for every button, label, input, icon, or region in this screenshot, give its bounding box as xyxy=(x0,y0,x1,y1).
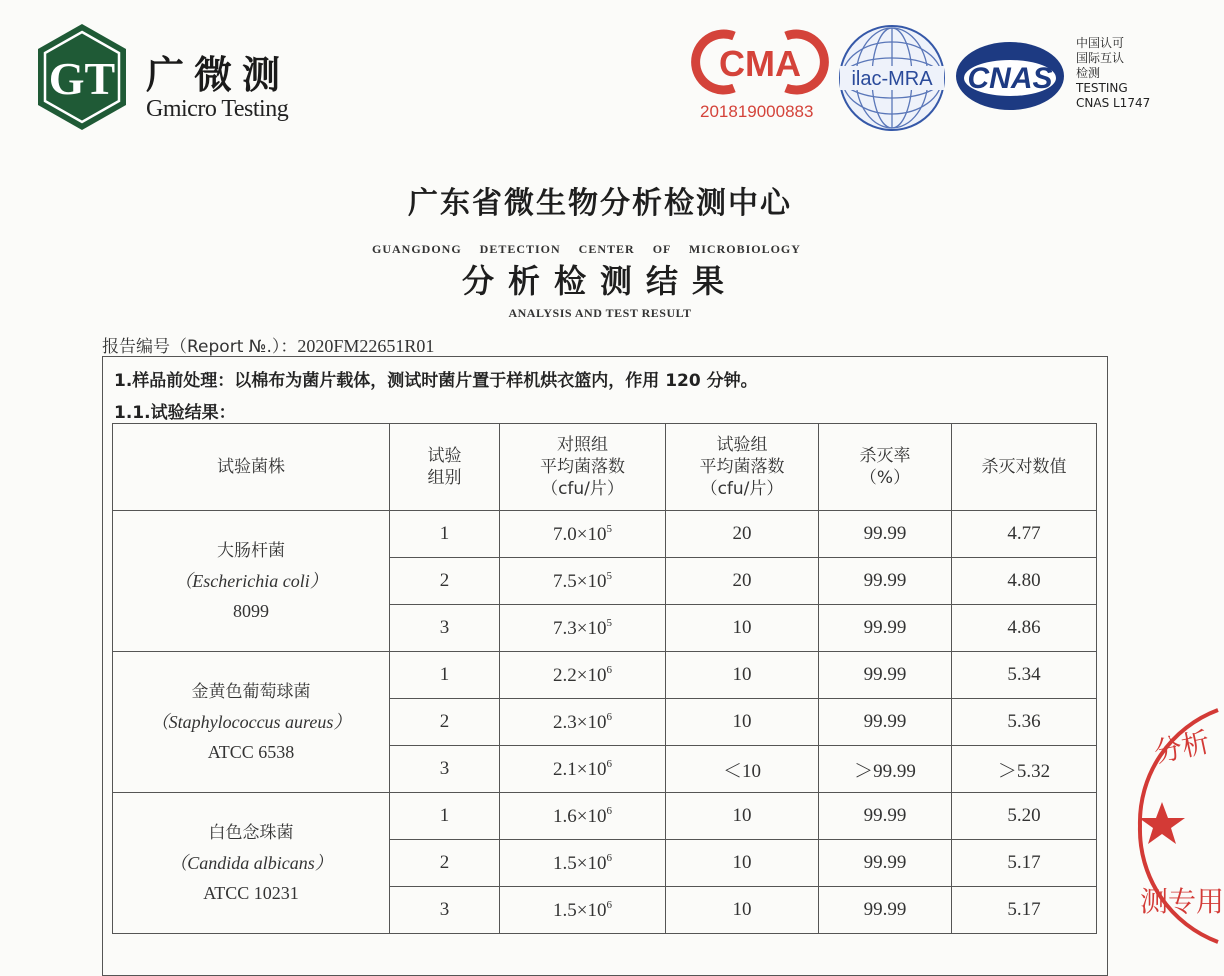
strain-name-cn: 大肠杆菌 xyxy=(217,541,285,561)
test-cell: 10 xyxy=(666,793,819,840)
strain-name-cn: 金黄色葡萄球菌 xyxy=(191,682,311,702)
seal-text-top: 分析 xyxy=(1151,725,1213,770)
strain-name-latin: （Staphylococcus aureus） xyxy=(150,712,352,732)
rate-cell: 99.99 xyxy=(819,699,952,746)
rate-cell: 99.99 xyxy=(819,511,952,558)
control-cell: $1.6\times 10^6$ xyxy=(500,793,666,840)
logo-letters: GT xyxy=(48,53,116,104)
test-cell: 10 xyxy=(666,652,819,699)
table-row xyxy=(113,793,1097,840)
control-cell: $7.5\times 10^5$ xyxy=(500,558,666,605)
table-row xyxy=(113,652,1097,699)
cnas-mark-icon xyxy=(954,40,1066,112)
header-kill-rate: 杀灭率 （%） xyxy=(819,424,952,511)
test-cell: 20 xyxy=(666,511,819,558)
cnas-line: 中国认可 xyxy=(1076,36,1125,50)
strain-code: ATCC 6538 xyxy=(207,742,295,762)
cma-number: 201819000883 xyxy=(700,102,814,121)
test-cell: 10 xyxy=(666,840,819,887)
ilac-mra-icon xyxy=(836,22,948,134)
control-cell: $7.3\times 10^5$ xyxy=(500,605,666,652)
control-cell: $7.0\times 10^5$ xyxy=(500,511,666,558)
log-cell: 5.34 xyxy=(952,652,1097,699)
result-title-en: ANALYSIS AND TEST RESULT xyxy=(508,306,692,320)
cnas-line: 检测 xyxy=(1076,66,1101,80)
brand-name-cn: 广微测 xyxy=(146,53,291,97)
group-cell: 1 xyxy=(390,793,500,840)
strain-cell xyxy=(113,793,390,934)
table-header-row xyxy=(113,424,1097,511)
cma-mark-icon xyxy=(704,30,816,94)
cnas-caption xyxy=(1076,36,1150,111)
log-cell: ＞5.32 xyxy=(952,746,1097,793)
group-cell: 2 xyxy=(390,558,500,605)
cnas-line: CNAS L1747 xyxy=(1076,96,1151,110)
group-cell: 2 xyxy=(390,699,500,746)
section-heading: 1.1.试验结果： xyxy=(114,403,236,423)
log-cell: 5.17 xyxy=(952,887,1097,934)
report-number-line xyxy=(102,332,434,357)
test-cell: 10 xyxy=(666,605,819,652)
cnas-line: 国际互认 xyxy=(1076,51,1125,65)
rate-cell: 99.99 xyxy=(819,840,952,887)
header-control: 对照组 平均菌落数 （cfu/片） xyxy=(500,424,666,511)
results-table xyxy=(112,423,1097,934)
rate-cell: 99.99 xyxy=(819,887,952,934)
header-group: 试验 组别 xyxy=(390,424,500,511)
strain-name-cn: 白色念珠菌 xyxy=(208,823,294,843)
strain-cell xyxy=(113,652,390,793)
header-test: 试验组 平均菌落数 （cfu/片） xyxy=(666,424,819,511)
center-title-en: GUANGDONG DETECTION CENTER OF MICROBIOLOGY xyxy=(372,242,801,256)
control-cell: $1.5\times 10^6$ xyxy=(500,840,666,887)
group-cell: 3 xyxy=(390,605,500,652)
group-cell: 3 xyxy=(390,746,500,793)
cma-logo-text: CMA xyxy=(719,43,801,84)
group-cell: 3 xyxy=(390,887,500,934)
rate-cell: ＞99.99 xyxy=(819,746,952,793)
cnas-line: TESTING xyxy=(1076,81,1128,95)
rate-cell: 99.99 xyxy=(819,793,952,840)
test-cell: 10 xyxy=(666,887,819,934)
seal-text-bottom: 测专用 xyxy=(1140,885,1224,918)
strain-code: ATCC 10231 xyxy=(203,883,299,903)
report-number-label: 报告编号（Report №.）： xyxy=(102,337,298,357)
group-cell: 1 xyxy=(390,511,500,558)
test-cell: ＜10 xyxy=(666,746,819,793)
log-cell: 4.80 xyxy=(952,558,1097,605)
strain-name-latin: （Escherichia coli） xyxy=(174,571,328,591)
strain-code: 8099 xyxy=(233,601,269,621)
rate-cell: 99.99 xyxy=(819,652,952,699)
result-title-cn: 分析检测结果 xyxy=(461,262,738,300)
cnas-logo-text: CNAS xyxy=(967,62,1053,95)
log-cell: 5.20 xyxy=(952,793,1097,840)
center-title-cn: 广东省微生物分析检测中心 xyxy=(408,186,792,221)
log-cell: 4.86 xyxy=(952,605,1097,652)
gmicro-logo xyxy=(34,22,130,132)
header-log-reduction: 杀灭对数值 xyxy=(952,424,1097,511)
group-cell: 1 xyxy=(390,652,500,699)
log-cell: 5.36 xyxy=(952,699,1097,746)
control-cell: $1.5\times 10^6$ xyxy=(500,887,666,934)
control-cell: $2.2\times 10^6$ xyxy=(500,652,666,699)
rate-cell: 99.99 xyxy=(819,605,952,652)
report-number: 2020FM22651R01 xyxy=(297,336,435,356)
control-cell: $2.1\times 10^6$ xyxy=(500,746,666,793)
strain-name-latin: （Candida albicans） xyxy=(169,853,333,873)
ilac-logo-text: ilac-MRA xyxy=(851,68,933,90)
header-strain: 试验菌株 xyxy=(113,424,390,511)
rate-cell: 99.99 xyxy=(819,558,952,605)
pretreatment-text: 1.样品前处理：以棉布为菌片载体，测试时菌片置于样机烘衣篮内，作用 120 分钟。 xyxy=(114,371,758,391)
control-cell: $2.3\times 10^6$ xyxy=(500,699,666,746)
test-cell: 10 xyxy=(666,699,819,746)
strain-cell xyxy=(113,511,390,652)
test-cell: 20 xyxy=(666,558,819,605)
group-cell: 2 xyxy=(390,840,500,887)
log-cell: 5.17 xyxy=(952,840,1097,887)
log-cell: 4.77 xyxy=(952,511,1097,558)
brand-name-en: Gmicro Testing xyxy=(146,96,289,122)
table-row xyxy=(113,511,1097,558)
